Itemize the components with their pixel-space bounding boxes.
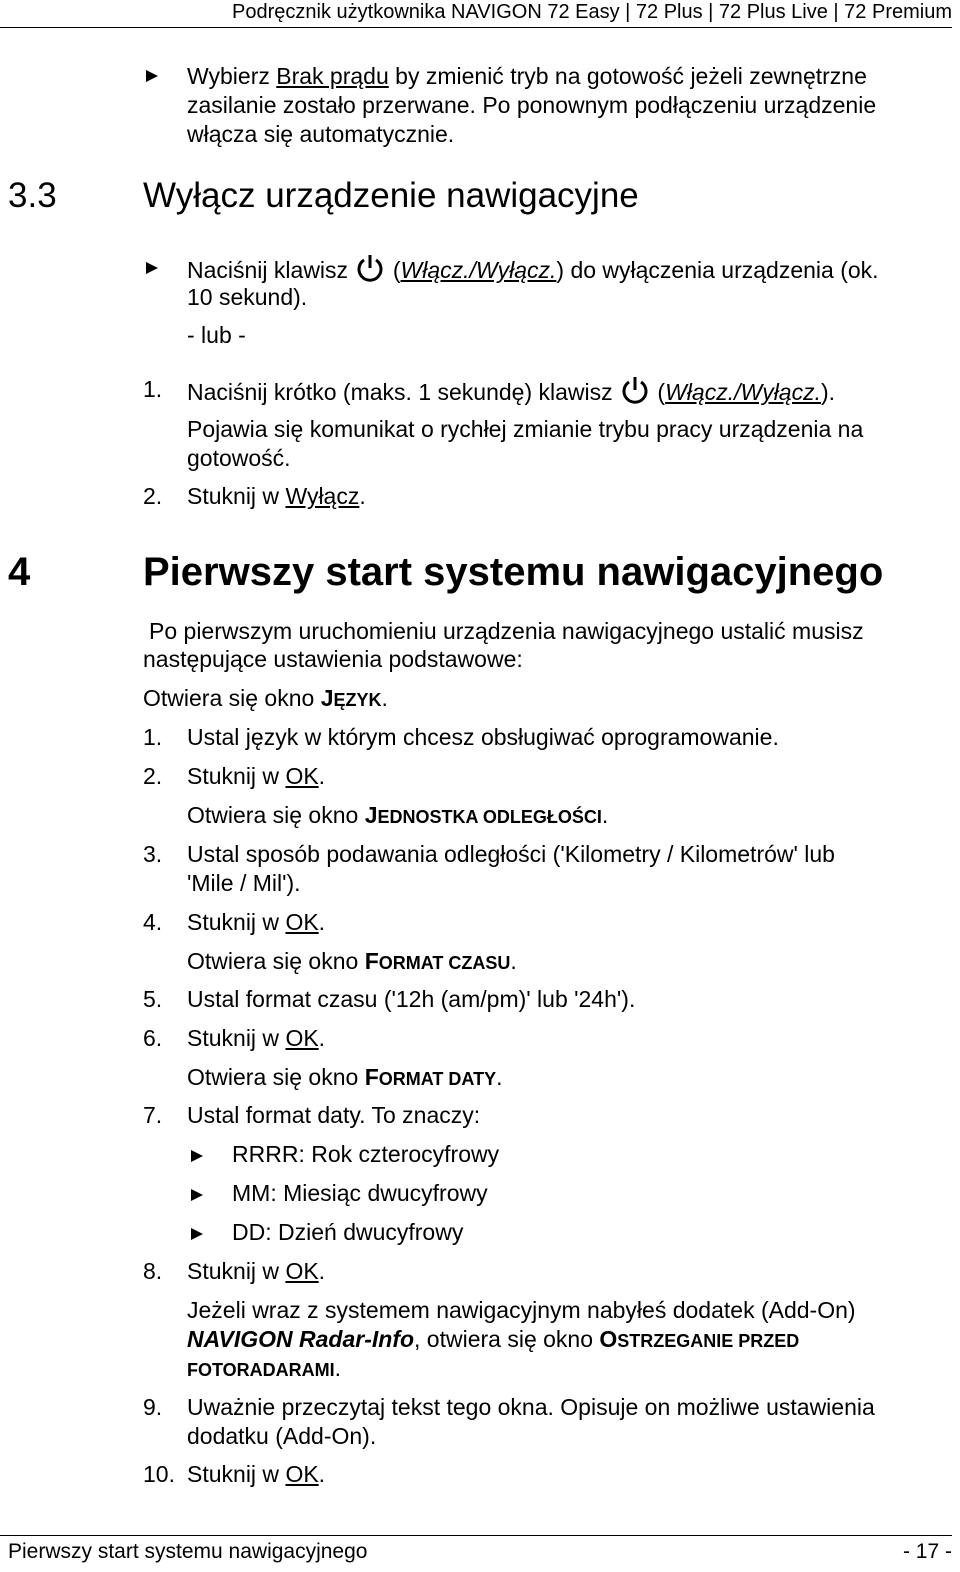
- step-2-text: [187, 762, 325, 791]
- text: ).: [820, 379, 836, 405]
- text: ORMAT: [378, 1069, 449, 1089]
- step-1-text: Naciśnij krótko (maks. 1 sekundę) klawisz (Włącz./Wyłącz.).: [187, 374, 835, 407]
- text: Naciśnij klawisz: [187, 257, 355, 283]
- step-3-line-1: Ustal sposób podawania odległości ('Kilometry / Kilometrów' lub: [187, 841, 835, 867]
- section-4-title: Pierwszy start systemu nawigacyjnego: [143, 550, 884, 594]
- step-number: 7.: [143, 1102, 163, 1128]
- section-4-intro-line-1: Po pierwszym uruchomieniu urządzenia nawigacyjnego ustalić musisz: [149, 618, 864, 644]
- addon-note-line-3: [187, 1354, 341, 1385]
- section-3-3-number: 3.3: [8, 176, 57, 215]
- step-8-text: [187, 1257, 325, 1286]
- addon-note-line-1: Jeżeli wraz z systemem nawigacyjnym nabyłeś dodatek (Add-On): [187, 1297, 856, 1323]
- text: ) do wyłączenia urządzenia (ok.: [556, 257, 879, 283]
- window-name: [187, 1355, 335, 1381]
- text: .: [601, 802, 609, 828]
- date-format-option: DD: Dzień dwucyfrowy: [232, 1219, 464, 1245]
- step-5-text: Ustal format czasu ('12h (am/pm)' lub '24h').: [187, 986, 636, 1012]
- text: DATY: [448, 1069, 497, 1089]
- step-number: 2.: [143, 763, 163, 789]
- section-3-3-title: Wyłącz urządzenie nawigacyjne: [143, 176, 639, 215]
- page-number: - 17 -: [902, 1540, 952, 1563]
- text: Stuknij w: [187, 909, 286, 935]
- text: Stuknij w: [187, 1025, 286, 1051]
- text: Otwiera się okno: [187, 1064, 365, 1090]
- opens-date-format-window: [187, 1063, 502, 1094]
- text: ĘZYK: [333, 690, 382, 710]
- step-number: 9.: [143, 1394, 163, 1420]
- step-10-text: [187, 1460, 325, 1489]
- text: FOTORADARAMI: [187, 1360, 335, 1380]
- header-title: Podręcznik użytkownika NAVIGON 72 Easy | 72 Plus | 72 Plus Live | 72 Premium: [232, 1, 952, 23]
- section-4-number: 4: [8, 550, 31, 594]
- intro-line-3: włącza się automatycznie.: [187, 121, 455, 147]
- text: .: [318, 1025, 326, 1051]
- window-name: [599, 1326, 799, 1352]
- ok-link[interactable]: OK: [285, 1258, 319, 1284]
- power-icon: [619, 374, 651, 406]
- step-9-line-1: Uważnie przeczytaj tekst tego okna. Opisuje on możliwe ustawienia: [187, 1394, 875, 1420]
- date-format-option: MM: Miesiąc dwucyfrowy: [232, 1180, 488, 1206]
- step-number: 3.: [143, 841, 163, 867]
- or-separator: - lub -: [187, 322, 246, 348]
- product-name: NAVIGON Radar-Info: [187, 1326, 415, 1352]
- text: F: [364, 1064, 379, 1090]
- footer-section-title: Pierwszy start systemu nawigacyjnego: [8, 1540, 368, 1563]
- wlacz-wylacz-link[interactable]: Włącz./Wyłącz.: [665, 379, 821, 405]
- wlacz-wylacz-link[interactable]: Włącz./Wyłącz.: [400, 257, 557, 283]
- step-3-line-2: 'Mile / Mil').: [187, 870, 301, 896]
- text: STRZEGANIE PRZED: [617, 1331, 800, 1351]
- text: O: [599, 1326, 618, 1352]
- text: Otwiera się okno: [143, 685, 321, 711]
- power-off-bullet-line-2: 10 sekund).: [187, 284, 308, 310]
- ok-link[interactable]: OK: [285, 1461, 319, 1487]
- step-number: 1.: [143, 724, 163, 750]
- window-name: [321, 685, 382, 711]
- step-7-text: Ustal format daty. To znaczy:: [187, 1102, 481, 1128]
- bullet-arrow-icon: [146, 262, 158, 274]
- wylacz-link[interactable]: Wyłącz: [285, 483, 360, 509]
- page-header: [0, 0, 952, 28]
- text: .: [318, 909, 326, 935]
- text: .: [334, 1355, 342, 1381]
- text: .: [496, 1064, 503, 1090]
- step-number: 2.: [143, 483, 163, 509]
- intro-line-1: [187, 62, 867, 91]
- ok-link[interactable]: OK: [285, 909, 319, 935]
- bullet-arrow-icon: [191, 1228, 203, 1240]
- text: .: [318, 1461, 326, 1487]
- section-4-intro-line-2: następujące ustawienia podstawowe:: [143, 646, 523, 672]
- text: Stuknij w: [187, 1258, 286, 1284]
- text: Stuknij w: [187, 763, 286, 789]
- text: Otwiera się okno: [187, 802, 365, 828]
- ok-link[interactable]: OK: [285, 763, 319, 789]
- bullet-arrow-icon: [191, 1150, 203, 1162]
- intro-line-2: zasilanie zostało przerwane. Po ponownym podłączeniu urządzenie: [187, 92, 877, 118]
- addon-note-line-2: [187, 1325, 799, 1356]
- bullet-arrow-icon: [146, 70, 158, 82]
- power-off-bullet-line-1: Naciśnij klawisz (Włącz./Wyłącz.) do wyłączenia urządzenia (ok.: [187, 252, 879, 285]
- text: Wybierz: [187, 63, 277, 89]
- step-1-message-line-1: Pojawia się komunikat o rychłej zmianie trybu pracy urządzenia na: [187, 416, 864, 442]
- window-name: [365, 1064, 496, 1090]
- bullet-arrow-icon: [191, 1189, 203, 1201]
- power-icon: [354, 252, 386, 284]
- text: ORMAT: [378, 953, 449, 973]
- text: ODLEGŁOŚCI: [482, 807, 602, 827]
- text: EDNOSTKA: [377, 807, 483, 827]
- text: F: [364, 948, 379, 974]
- text: .: [318, 1258, 326, 1284]
- opens-language-window: [143, 684, 388, 715]
- text: J: [320, 685, 334, 711]
- opens-distance-unit-window: [187, 801, 608, 832]
- text: .: [318, 763, 326, 789]
- step-number: 8.: [143, 1258, 163, 1284]
- window-name: [365, 948, 511, 974]
- step-number: 10.: [143, 1461, 175, 1487]
- text: J: [364, 802, 378, 828]
- text: .: [510, 948, 517, 974]
- opens-time-format-window: [187, 947, 517, 978]
- step-number: 1.: [143, 376, 163, 402]
- text: .: [381, 685, 388, 711]
- step-1-text: Ustal język w którym chcesz obsługiwać oprogramowanie.: [187, 724, 779, 750]
- page-footer: [0, 1535, 952, 1572]
- ok-link[interactable]: OK: [285, 1025, 319, 1051]
- step-6-text: [187, 1024, 325, 1053]
- step-1-message-line-2: gotowość.: [187, 445, 291, 471]
- step-2-text: [187, 482, 366, 511]
- step-number: 5.: [143, 986, 163, 1012]
- text: Stuknij w: [187, 483, 286, 509]
- text: CZASU: [448, 953, 511, 973]
- text: by zmienić tryb na gotowość jeżeli zewnętrzne: [388, 63, 867, 89]
- text: .: [359, 483, 366, 509]
- window-name: [365, 802, 602, 828]
- step-9-line-2: dodatku (Add-On).: [187, 1423, 377, 1449]
- brak-pradu-link[interactable]: Brak prądu: [276, 63, 389, 89]
- date-format-option: RRRR: Rok czterocyfrowy: [232, 1141, 500, 1167]
- step-number: 6.: [143, 1025, 163, 1051]
- text: Otwiera się okno: [187, 948, 365, 974]
- text: Stuknij w: [187, 1461, 286, 1487]
- step-4-text: [187, 908, 325, 937]
- step-number: 4.: [143, 909, 163, 935]
- text: , otwiera się okno: [414, 1326, 600, 1352]
- text: Naciśnij krótko (maks. 1 sekundę) klawisz: [187, 379, 620, 405]
